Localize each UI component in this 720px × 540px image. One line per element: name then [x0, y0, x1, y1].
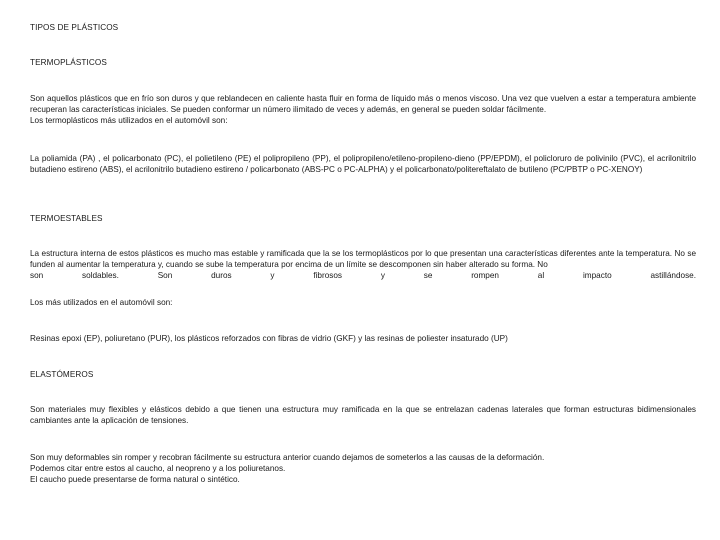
- section-heading-termoplasticos: TERMOPLÁSTICOS: [30, 58, 107, 67]
- termoplasticos-paragraph-2: La poliamida (PA) , el policarbonato (PC), el polietileno (PE) el polipropileno (PP), el polipropileno/etileno-propileno-dieno (PP/EPDM), el policloruro de polivinilo (PVC), el acrilonitrilo butadieno estireno (ABS), el acrilonitrilo butadieno estireno / policarbonato (ABS-PC o PC-ALPHA) y el policarbonato/politereftalato de butileno (PC/PBTP o PC-XENOY): [30, 154, 696, 175]
- termoplasticos-paragraph-1-text: Son aquellos plásticos que en frío son duros y que reblandecen en caliente hasta fluir en forma de líquido más o menos viscoso. Una vez que vuelven a estar a temperatura ambiente recuperan las características iniciales. Se pueden conformar un número ilimitado de veces y además, en general se pueden soldar fácilmente.: [30, 94, 696, 115]
- termoplasticos-list-intro: Los termoplásticos más utilizados en el automóvil son:: [30, 116, 228, 126]
- termoestables-paragraph-2: Resinas epoxi (EP), poliuretano (PUR), los plásticos reforzados con fibras de vidrio (GKF) y las resinas de poliester insaturado (UP): [30, 334, 508, 343]
- termoestables-list-intro: Los más utilizados en el automóvil son:: [30, 298, 173, 307]
- section-heading-termoestables: TERMOESTABLES: [30, 214, 103, 223]
- section-heading-elastomeros: ELASTÓMEROS: [30, 370, 94, 379]
- document-page: [30, 0, 696, 540]
- elastomeros-paragraph-2-line-3: El caucho puede presentarse de forma natural o sintético.: [30, 475, 240, 485]
- elastomeros-paragraph-2-line-1: Son muy deformables sin romper y recobran fácilmente su estructura anterior cuando dejamos de someterlos a las causas de la deformación.: [30, 453, 545, 462]
- elastomeros-paragraph-1: Son materiales muy flexibles y elásticos debido a que tienen una estructura muy ramificada en la que se entrelazan cadenas laterales que forman estructuras bidimensionales cambiantes ante la aplicación de tensiones.: [30, 405, 696, 426]
- document-title: TIPOS DE PLÁSTICOS: [30, 23, 119, 32]
- termoestables-paragraph-1: [30, 248, 696, 282]
- termoestables-paragraph-1-last-line: son soldables. Son duros y fibrosos y se rompen al impacto astillándose.: [30, 271, 696, 281]
- elastomeros-paragraph-2-line-2: Podemos citar entre estos al caucho, al neopreno y a los poliuretanos.: [30, 464, 286, 474]
- termoestables-paragraph-1-text: La estructura interna de estos plásticos es mucho mas estable y ramificada que la se los termoplásticos por lo que presentan una características diferentes ante la temperatura. No se funden al aumentar la temperatura y, cuando se sube la temperatura por encima de un límite se descomponen sin haber alterado su forma. No: [30, 249, 696, 270]
- elastomeros-paragraph-2: [30, 452, 696, 486]
- termoplasticos-paragraph-1: [30, 93, 696, 127]
